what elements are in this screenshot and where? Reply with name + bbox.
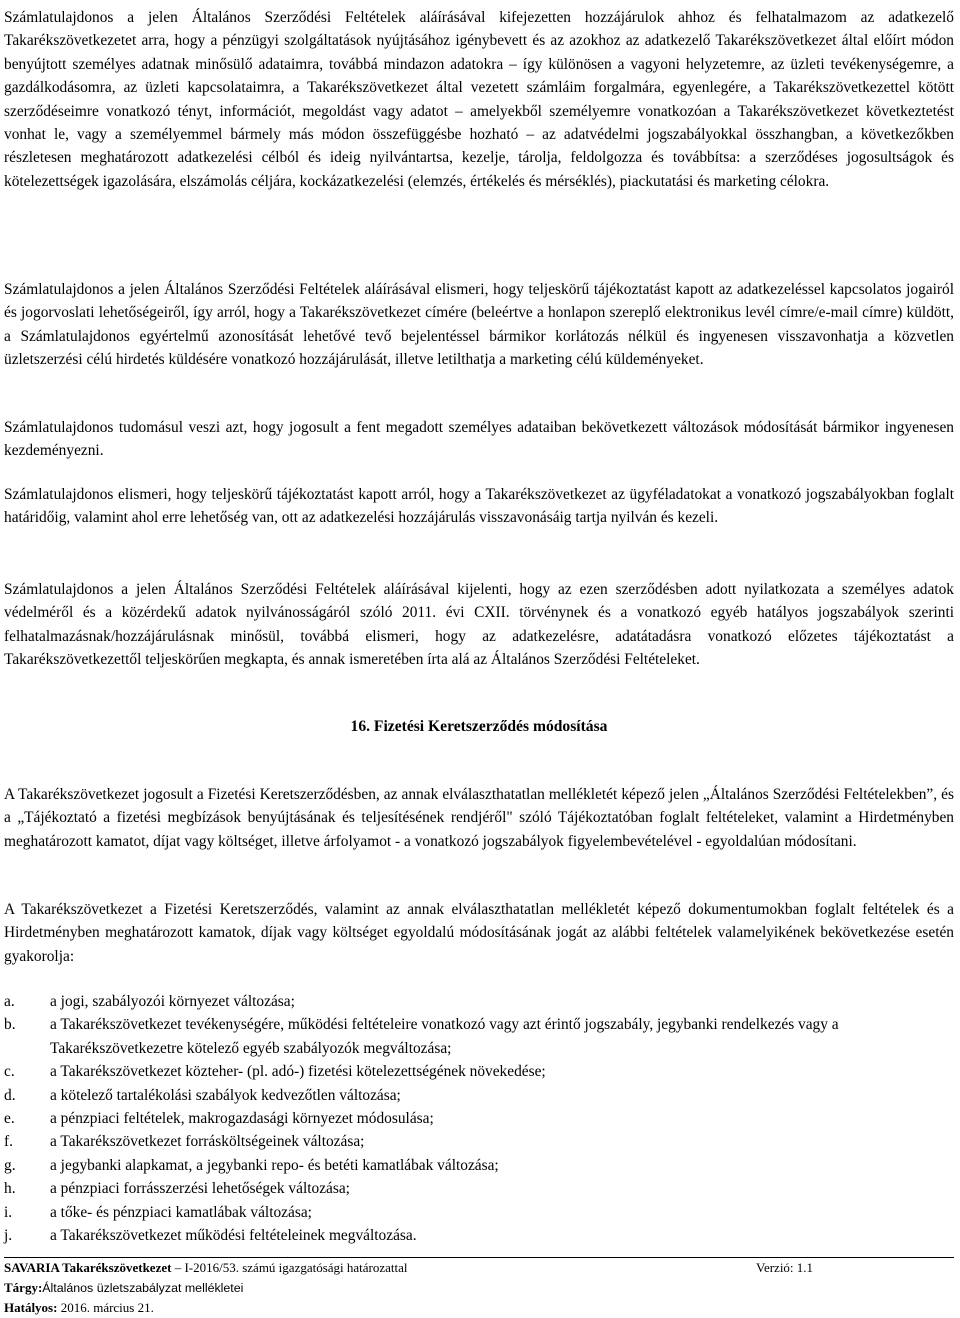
list-item (4, 990, 954, 1013)
footer-subject: Általános üzletszabályzat mellékletei (42, 1281, 244, 1295)
section-heading: 16. Fizetési Keretszerződés módosítása (350, 718, 608, 735)
list-marker: b. (4, 1016, 16, 1034)
list-marker: h. (4, 1180, 16, 1198)
footer-line-3 (4, 1298, 954, 1318)
footer-effective-date: 2016. március 21. (57, 1300, 154, 1315)
list-marker: j. (4, 1227, 13, 1245)
footer-decision: – I-2016/53. számú igazgatósági határozattal (171, 1260, 408, 1275)
list-marker: e. (4, 1110, 15, 1128)
list-item (4, 1154, 954, 1177)
list-item-text: a Takarékszövetkezet működési feltételeinek megváltozása. (50, 1227, 417, 1245)
list-marker: g. (4, 1156, 16, 1174)
list-item (4, 1224, 954, 1247)
list-marker: f. (4, 1133, 13, 1151)
list-item-text: a Takarékszövetkezet forrásköltségeinek változása; (50, 1133, 365, 1151)
paragraph-data-modification: Számlatulajdonos tudomásul veszi azt, hogy jogosult a fent megadott személyes adataiban bekövetkezett változások módosítását bármikor ingyenesen kezdeményezni. (4, 419, 954, 460)
footer-org: SAVARIA Takarékszövetkezet (4, 1260, 172, 1275)
conditions-list (4, 990, 954, 1247)
list-marker: i. (4, 1203, 13, 1221)
paragraph-marketing-consent: Számlatulajdonos a jelen Általános Szerződési Feltételek aláírásával elismeri, hogy teljeskörű tájékoztatást kapott az adatkezeléssel kapcsolatos jogairól és jogorvoslati lehetőségeiről, így arról, hogy a Takarékszövetkezet címére (beleértve a honlapon szereplő elektronikus levél címre/e-mail címre) küldött, a Számlatulajdonos egyértelmű azonosítását lehetővé tevő bejelentéssel bármikor korlátozás nélkül és ingyenesen visszavonhatja a közvetlen üzletszerzési célú hirdetés küldésére vonatkozó hozzájárulását, illetve letilthatja a marketing célú küldeményeket. (4, 281, 954, 369)
list-item (4, 1177, 954, 1200)
list-item-text: a tőke- és pénzpiaci kamatlábak változása; (50, 1203, 312, 1221)
footer-line-2 (4, 1278, 954, 1298)
footer-line-1 (4, 1258, 954, 1278)
list-item-text: a pénzpiaci forrásszerzési lehetőségek változása; (50, 1180, 350, 1198)
paragraph-data-retention: Számlatulajdonos elismeri, hogy teljeskörű tájékoztatást kapott arról, hogy a Takarékszövetkezet az ügyféladatokat a vonatkozó jogszabályokban foglalt határidőig, valamint ahol erre lehetőség van, ott az adatkezelési hozzájárulás visszavonásáig tartja nyilván és kezeli. (4, 486, 954, 527)
list-item-text: a pénzpiaci feltételek, makrogazdasági környezet módosulása; (50, 1110, 434, 1128)
list-item-text: a Takarékszövetkezet tevékenységére, működési feltételeire vonatkozó vagy azt érintő jogszabály, jegybanki rendelkezés vagy a Takarékszövetkezetre kötelező egyéb szabályozók megváltozása; (50, 1016, 839, 1057)
list-item (4, 1013, 954, 1060)
footer-version: Verzió: 1.1 (756, 1260, 814, 1275)
list-item-text: a jogi, szabályozói környezet változása; (50, 993, 295, 1010)
paragraph-legal-declaration: Számlatulajdonos a jelen Általános Szerződési Feltételek aláírásával kijelenti, hogy az ezen szerződésben adott nyilatkozata a személyes adatok védelméről és a közérdekű adatok nyilvánosságáról szóló 2011. évi CXII. törvénynek és a vonatkozó egyéb hatályos jogszabályok szerinti felhatalmazásnak/hozzájárulásnak minősül, továbbá elismeri, hogy az adatkezelésre, adatátadásra vonatkozó előzetes tájékoztatást a Takarékszövetkezettől teljeskörűen megkapta, és annak ismeretében írta alá az Általános Szerződési Feltételeket. (4, 581, 954, 669)
list-marker: d. (4, 1086, 16, 1104)
paragraph-amendment-conditions: A Takarékszövetkezet a Fizetési Keretszerződés, valamint az annak elválaszthatatlan mellékletét képező dokumentumokban foglalt feltételek és a Hirdetményben meghatározott kamatok, díjak vagy költséget egyoldalú módosításának jogát az alábbi feltételek valamelyikének bekövetkezése esetén gyakorolja: (4, 901, 954, 965)
footer-effective-label: Hatályos: (4, 1300, 58, 1315)
list-item (4, 1107, 954, 1130)
list-item-text: a jegybanki alapkamat, a jegybanki repo- és betéti kamatlábak változása; (50, 1156, 499, 1174)
footer-subject-label: Tárgy: (4, 1280, 43, 1295)
list-item (4, 1060, 954, 1083)
page-footer (4, 1257, 954, 1318)
list-item (4, 1201, 954, 1224)
list-item-text: a kötelező tartalékolási szabályok kedvezőtlen változása; (50, 1086, 401, 1104)
paragraph-data-processing-consent: Számlatulajdonos a jelen Általános Szerződési Feltételek aláírásával kifejezetten hozzájárulok ahhoz és felhatalmazom az adatkezelő Takarékszövetkezetet arra, hogy a pénzügyi szolgáltatások nyújtásához igénybevett és az azokhoz az adatkezelő Takarékszövetkezet által előírt módon benyújtott személyes adatnak minősülő adataimra, továbbá mindazon adatokra – így különösen a vagyoni helyzetemre, az üzleti tevékenységemre, a gazdálkodásomra, az üzleti kapcsolataimra, a Takarékszövetkezet által vezetett számláim forgalmára, egyenlegére, a Takarékszövetkezettel kötött szerződéseimre vonatkozó tényt, információt, megoldást vagy adatot – amelyekből személyemre vonatkozóan a Takarékszövetkezet következtetést vonhat le, vagy a személyemmel bármely más módon összefüggésbe hozható – az adatvédelmi jogszabályokkal összhangban, a következőkben részletesen meghatározott adatkezelési célból és ideig nyilvántartsa, kezelje, tárolja, feldolgozza és továbbítsa: a szerződéses jogosultságok és kötelezettségek igazolására, elszámolás céljára, kockázatkezelési (elemzés, értékelés és mérséklés), piackutatási és marketing célokra. (4, 9, 954, 190)
list-marker: a. (4, 993, 15, 1010)
list-marker: c. (4, 1063, 15, 1081)
list-item-text: a Takarékszövetkezet közteher- (pl. adó-) fizetési kötelezettségének növekedése; (50, 1063, 546, 1081)
list-item (4, 1130, 954, 1153)
list-item (4, 1084, 954, 1107)
paragraph-amendment-right: A Takarékszövetkezet jogosult a Fizetési Keretszerződésben, az annak elválaszthatatlan mellékletét képező jelen „Általános Szerződési Feltételekben”, és a „Tájékoztató a fizetési megbízások benyújtásának és teljesítésének rendjéről" szóló Tájékoztatóban foglalt feltételeket, valamint a Hirdetményben meghatározott kamatot, díjat vagy költséget, illetve árfolyamot - a vonatkozó jogszabályok figyelembevételével - egyoldalúan módosítani. (4, 786, 954, 850)
